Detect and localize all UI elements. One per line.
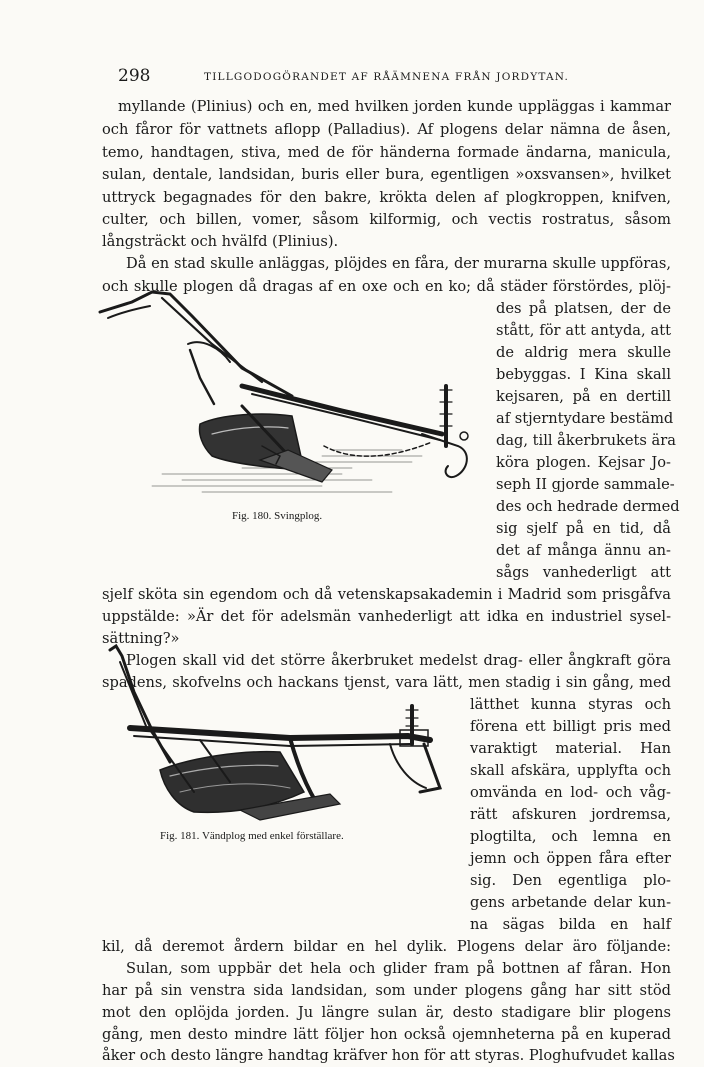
text-line: kejsaren, på en dertill [496, 388, 671, 405]
text-line: culter, och billen, vomer, såsom kilformig, och vectis rostratus, såsom [102, 211, 671, 228]
text-line: omvända en lod- och våg- [470, 784, 671, 801]
text-line: Då en stad skulle anläggas, plöjdes en fåra, der murarna skulle uppföras, [126, 255, 671, 272]
text-line: bebyggas. I Kina skall [496, 366, 671, 383]
text-line: uppstälde: »Är det för adelsmän vanhederligt att idka en industriel sysel- [102, 608, 671, 625]
text-line: kil, då deremot årdern bildar en hel dylik. Plogens delar äro följande: [102, 938, 671, 955]
text-line: af stjerntydare bestämd [496, 410, 674, 427]
text-line: spadens, skofvelns och hackans tjenst, vara lätt, men stadig i sin gång, med [102, 674, 671, 691]
text-line: stått, för att antyda, att [496, 322, 671, 339]
text-line: åker och desto längre handtag kräfver hon för att styras. Ploghufvudet kallas [102, 1047, 675, 1064]
text-line: sjelf sköta sin egendom och då vetenskapsakademin i Madrid som prisgåfva [102, 586, 671, 603]
figure-caption: Fig. 181. Vändplog med enkel förställare. [160, 830, 344, 842]
text-line: gång, men desto mindre lätt följer hon också ojemnheterna på en kuperad [102, 1026, 671, 1043]
text-line: och fåror för vattnets aflopp (Palladius). Af plogens delar nämna de åsen, [102, 121, 671, 138]
text-line: uttryck begagnades för den bakre, krökta delen af plogkroppen, knifven, [102, 189, 671, 206]
swing-plough-illustration [92, 286, 484, 508]
turn-plough-illustration [90, 642, 462, 826]
text-line: myllande (Plinius) och en, med hvilken jorden kunde uppläggas i kammar [118, 98, 671, 115]
text-line: plogtilta, och lemna en [470, 828, 671, 845]
text-line: gens arbetande delar kun- [470, 894, 671, 911]
text-line: sig. Den egentliga plo- [470, 872, 671, 889]
text-line: jemn och öppen fåra efter [470, 850, 671, 867]
text-line: har på sin venstra sida landsidan, som under plogens gång har sitt stöd [102, 982, 671, 999]
text-line: rätt afskuren jordremsa, [470, 806, 671, 823]
text-line: temo, handtagen, stiva, med de för händerna formade ändarna, manicula, [102, 144, 671, 161]
text-line: köra plogen. Kejsar Jo- [496, 454, 671, 471]
text-line: na sägas bilda en half [470, 916, 671, 933]
text-line: sågs vanhederligt att [496, 564, 671, 581]
text-line: lätthet kunna styras och [470, 696, 671, 713]
text-line: skall afskära, upplyfta och [470, 762, 671, 779]
text-line: sulan, dentale, landsidan, buris eller bura, egentligen »oxsvansen», hvilket [102, 166, 671, 183]
running-header [118, 66, 664, 88]
text-line: och skulle plogen då dragas af en oxe och en ko; då städer förstördes, plöj- [102, 278, 671, 295]
text-line: de aldrig mera skulle [496, 344, 671, 361]
text-line: Sulan, som uppbär det hela och glider fram på bottnen af fåran. Hon [126, 960, 671, 977]
text-line: mot den oplöjda jorden. Ju längre sulan är, desto stadigare blir plogens [102, 1004, 671, 1021]
figure-caption: Fig. 180. Svingplog. [232, 510, 323, 522]
running-title: TILLGODOGÖRANDET AF RÅÄMNENA FRÅN JORDYTAN. [204, 71, 570, 83]
text-line: varaktigt material. Han [470, 740, 671, 757]
text-line: det af många ännu an- [496, 542, 671, 559]
text-line: förena ett billigt pris med [470, 718, 671, 735]
text-line: sig sjelf på en tid, då [496, 520, 671, 537]
text-line: des och hedrade dermed [496, 498, 680, 515]
text-line: dag, till åkerbrukets ära [496, 432, 676, 449]
text-line: Plogen skall vid det större åkerbruket medelst drag- eller ångkraft göra [126, 652, 671, 669]
text-line: seph II gjorde sammale- [496, 476, 675, 493]
text-line: långsträckt och hvälfd (Plinius). [102, 233, 339, 250]
text-line: des på platsen, der de [496, 300, 671, 317]
page-number: 298 [118, 66, 151, 86]
text-line: sättning?» [102, 630, 180, 647]
